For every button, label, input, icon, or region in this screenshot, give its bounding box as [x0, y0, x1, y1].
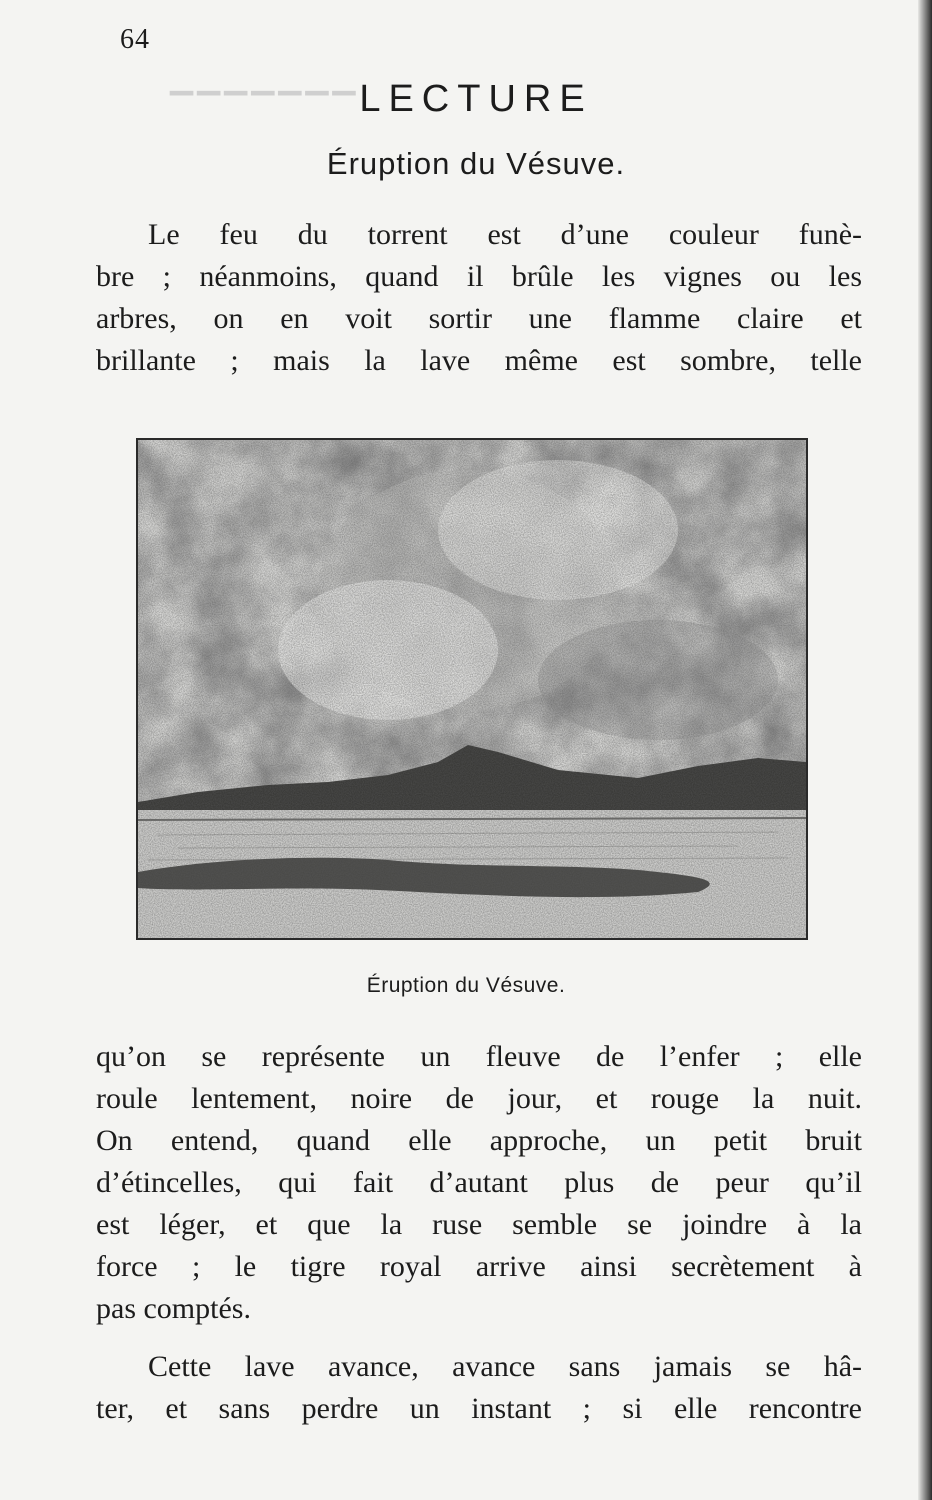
page-edge-shadow [918, 0, 932, 1500]
text-line: est léger, et que la ruse semble se joindre à la [96, 1208, 862, 1241]
text-line: Cette lave avance, avance sans jamais se hâ- [148, 1350, 862, 1383]
text-line: brillante ; mais la lave même est sombre, telle [96, 344, 862, 377]
text-line: ter, et sans perdre un instant ; si elle rencontre [96, 1392, 862, 1425]
paragraph-1 [96, 214, 862, 382]
paragraph-2 [96, 1036, 862, 1330]
section-heading: LECTURE [359, 78, 593, 120]
text-line: On entend, quand elle approche, un petit bruit [96, 1124, 862, 1157]
text-line: qu’on se représente un fleuve de l’enfer ; elle [96, 1040, 862, 1073]
figure-caption: Éruption du Vésuve. [366, 974, 566, 997]
text-line: d’étincelles, qui fait d’autant plus de peur qu’il [96, 1166, 862, 1199]
page-title: Éruption du Vésuve. [326, 146, 626, 181]
text-line: Le feu du torrent est d’une couleur funè- [148, 218, 862, 251]
eruption-illustration [136, 438, 808, 940]
text-line: pas comptés. [96, 1292, 251, 1325]
text-line: arbres, on en voit sortir une flamme claire et [96, 302, 862, 335]
paragraph-3 [96, 1346, 862, 1430]
text-line: bre ; néanmoins, quand il brûle les vignes ou les [96, 260, 862, 293]
bleed-through-text: ▔▔▔▔▔▔▔ [170, 93, 360, 126]
volcano-engraving [138, 440, 806, 938]
text-line: roule lentement, noire de jour, et rouge la nuit. [96, 1082, 862, 1115]
text-line: force ; le tigre royal arrive ainsi secrètement à [96, 1250, 862, 1283]
page-number: 64 [120, 24, 150, 55]
